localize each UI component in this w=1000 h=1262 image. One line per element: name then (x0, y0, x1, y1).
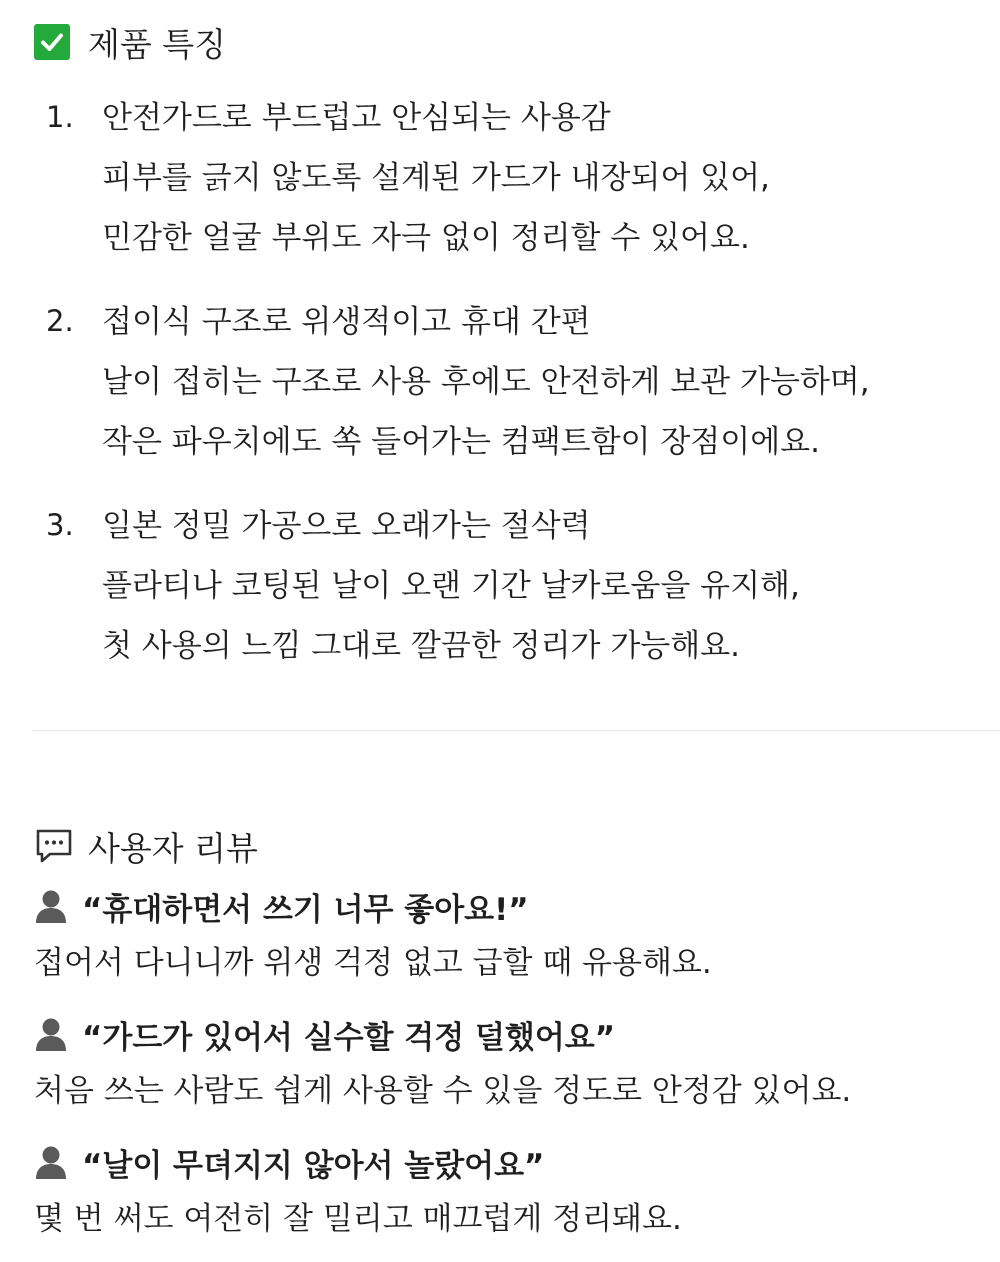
feature-heading: 접이식 구조로 위생적이고 휴대 간편 (102, 304, 591, 340)
review-body: 처음 쓰는 사람도 쉽게 사용할 수 있을 정도로 안정감 있어요. (34, 1073, 852, 1109)
review-body: 접어서 다니니까 위생 걱정 없고 급할 때 유용해요. (34, 945, 712, 981)
review-body: 몇 번 써도 여전히 잘 밀리고 매끄럽게 정리돼요. (34, 1201, 682, 1237)
review-list (34, 878, 984, 1262)
person-icon (34, 888, 68, 924)
feature-item (0, 292, 1000, 496)
feature-description-line: 날이 접히는 구조로 사용 후에도 안전하게 보관 가능하며, (102, 364, 870, 400)
feature-heading: 안전가드로 부드럽고 안심되는 사용감 (102, 100, 611, 136)
feature-number: 3. (46, 508, 74, 542)
review-title: “날이 무뎌지지 않아서 놀랐어요” (82, 1147, 545, 1184)
review-item (34, 1134, 984, 1262)
feature-description-line: 민감한 얼굴 부위도 자극 없이 정리할 수 있어요. (102, 220, 750, 256)
feature-item (0, 496, 1000, 700)
feature-list (0, 88, 1000, 700)
speech-bubble-icon (34, 827, 74, 865)
reviews-header (34, 820, 258, 872)
reviews-title: 사용자 리뷰 (88, 828, 258, 868)
review-title: “가드가 있어서 실수할 걱정 덜했어요” (82, 1019, 616, 1056)
feature-description-line: 피부를 긁지 않도록 설계된 가드가 내장되어 있어, (102, 160, 770, 196)
feature-number: 2. (46, 304, 74, 338)
feature-heading: 일본 정밀 가공으로 오래가는 절삭력 (102, 508, 591, 544)
feature-description-line: 첫 사용의 느낌 그대로 깔끔한 정리가 가능해요. (102, 628, 740, 664)
review-title: “휴대하면서 쓰기 너무 좋아요!” (82, 891, 529, 928)
person-icon (34, 1144, 68, 1180)
person-icon (34, 1016, 68, 1052)
features-header (34, 18, 226, 66)
check-box-icon (34, 24, 70, 60)
review-item (34, 1006, 984, 1134)
feature-number: 1. (46, 100, 74, 134)
feature-description-line: 작은 파우치에도 쏙 들어가는 컴팩트함이 장점이에요. (102, 424, 820, 460)
review-item (34, 878, 984, 1006)
feature-description-line: 플라티나 코팅된 날이 오랜 기간 날카로움을 유지해, (102, 568, 800, 604)
feature-item (0, 88, 1000, 292)
features-title: 제품 특징 (88, 24, 227, 64)
section-divider (32, 730, 1000, 731)
